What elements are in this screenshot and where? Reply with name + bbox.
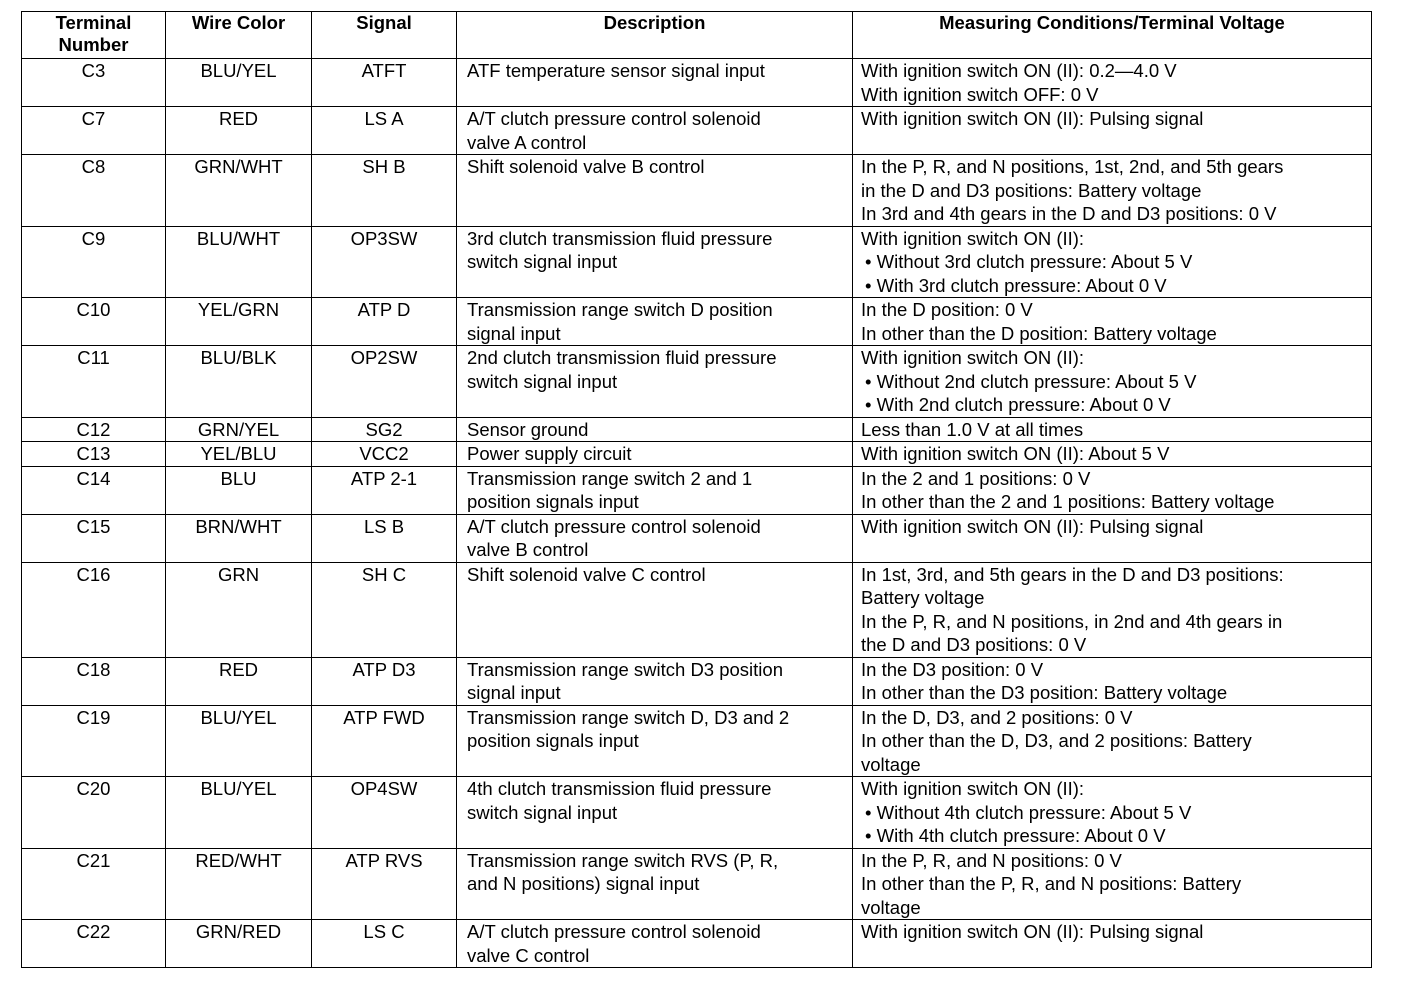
description-cell [457,657,853,705]
wire-color-cell: RED [166,107,312,155]
description-line: position signals input [467,730,639,751]
table-row [22,848,1372,920]
description-cell [457,346,853,418]
measuring-conditions-cell [853,657,1372,705]
table-row [22,466,1372,514]
wire-color-cell: RED [166,657,312,705]
wire-color-cell: GRN/WHT [166,155,312,227]
terminal-number-cell: C11 [22,346,166,418]
table-row [22,562,1372,657]
table-row [22,657,1372,705]
header-signal: Signal [312,12,457,59]
terminal-number-cell: C3 [22,59,166,107]
signal-cell: LS C [312,920,457,968]
description-cell [457,298,853,346]
terminal-number-cell: C18 [22,657,166,705]
header-measuring-conditions: Measuring Conditions/Terminal Voltage [853,12,1372,59]
wire-color-cell: RED/WHT [166,848,312,920]
measuring-line: With ignition switch ON (II): [861,227,1085,249]
table-row [22,777,1372,849]
measuring-line: With ignition switch OFF: 0 V [861,83,1099,105]
description-line: Transmission range switch RVS (P, R, [467,849,779,871]
measuring-conditions-cell [853,848,1372,920]
measuring-conditions-cell [853,920,1372,968]
description-cell [457,466,853,514]
measuring-conditions-cell [853,155,1372,227]
description-line: signal input [467,322,561,344]
table-row [22,346,1372,418]
table-row [22,59,1372,107]
description-line: Shift solenoid valve B control [467,156,705,177]
header-wire-color: Wire Color [166,12,312,59]
measuring-line: With ignition switch ON (II): Pulsing signal [861,921,1204,942]
measuring-line: Less than 1.0 V at all times [861,418,1084,440]
signal-cell: ATP D [312,298,457,346]
measuring-line: In the D, D3, and 2 positions: 0 V [861,706,1133,728]
wire-color-cell: BLU/YEL [166,777,312,849]
terminal-number-cell: C8 [22,155,166,227]
table-body [22,59,1372,968]
terminal-number-cell: C22 [22,920,166,968]
description-line: A/T clutch pressure control solenoid [467,921,761,942]
header-terminal-line: Terminal [55,12,132,33]
description-line: valve C control [467,944,590,966]
measuring-line: In other than the D, D3, and 2 positions: Battery [861,730,1252,751]
signal-cell: LS A [312,107,457,155]
measuring-conditions-cell [853,417,1372,442]
table-row [22,705,1372,777]
wire-color-cell: GRN/YEL [166,417,312,442]
signal-cell: OP4SW [312,777,457,849]
terminal-number-cell: C7 [22,107,166,155]
measuring-line: With ignition switch ON (II): [861,347,1085,368]
measuring-line: • Without 4th clutch pressure: About 5 V [865,801,1192,823]
wire-color-cell: BLU [166,466,312,514]
measuring-line: With ignition switch ON (II): Pulsing signal [861,108,1204,129]
measuring-line: • With 4th clutch pressure: About 0 V [865,825,1166,846]
header-row [22,12,1372,59]
measuring-line: With ignition switch ON (II): [861,778,1085,799]
measuring-conditions-cell [853,562,1372,657]
table-row [22,417,1372,442]
measuring-line: In the 2 and 1 positions: 0 V [861,467,1091,489]
description-cell [457,705,853,777]
measuring-line: Battery voltage [861,587,985,608]
terminal-number-cell: C12 [22,417,166,442]
description-line: switch signal input [467,251,618,272]
description-line: Shift solenoid valve C control [467,563,706,585]
measuring-line: in the D and D3 positions: Battery voltage [861,179,1202,201]
signal-cell: ATP D3 [312,657,457,705]
description-cell [457,442,853,467]
measuring-conditions-cell [853,107,1372,155]
description-cell [457,417,853,442]
measuring-conditions-cell [853,59,1372,107]
measuring-conditions-cell [853,777,1372,849]
description-line: Sensor ground [467,418,589,440]
table-row [22,514,1372,562]
signal-cell: OP3SW [312,226,457,298]
description-line: Transmission range switch D, D3 and 2 [467,706,790,728]
terminal-voltage-table [21,11,1372,968]
signal-cell: ATP FWD [312,705,457,777]
wire-color-cell: GRN/RED [166,920,312,968]
wire-color-cell: BRN/WHT [166,514,312,562]
measuring-conditions-cell [853,346,1372,418]
wire-color-cell: BLU/WHT [166,226,312,298]
measuring-line: • Without 3rd clutch pressure: About 5 V [865,251,1193,272]
description-line: 2nd clutch transmission fluid pressure [467,347,777,368]
description-line: 3rd clutch transmission fluid pressure [467,227,773,249]
terminal-number-cell: C13 [22,442,166,467]
description-line: signal input [467,682,561,703]
measuring-line: In 1st, 3rd, and 5th gears in the D and D3 positions: [861,563,1284,585]
table-row [22,298,1372,346]
signal-cell: LS B [312,514,457,562]
signal-cell: SG2 [312,417,457,442]
signal-cell: SH C [312,562,457,657]
wire-color-cell: GRN [166,562,312,657]
measuring-line: • With 3rd clutch pressure: About 0 V [865,274,1167,296]
description-line: A/T clutch pressure control solenoid [467,108,761,129]
header-terminal-number [22,12,166,59]
measuring-line: With ignition switch ON (II): 0.2—4.0 V [861,60,1177,81]
measuring-line: • With 2nd clutch pressure: About 0 V [865,394,1171,415]
table-row [22,442,1372,467]
wire-color-cell: BLU/BLK [166,346,312,418]
description-cell [457,562,853,657]
description-cell [457,848,853,920]
terminal-number-cell: C9 [22,226,166,298]
measuring-line: voltage [861,753,921,775]
terminal-number-cell: C21 [22,848,166,920]
measuring-conditions-cell [853,226,1372,298]
description-line: valve A control [467,131,587,153]
description-line: and N positions) signal input [467,873,700,894]
table-row [22,920,1372,968]
header-terminal-line: Number [58,34,129,55]
wire-color-cell: BLU/YEL [166,705,312,777]
measuring-conditions-cell [853,466,1372,514]
terminal-table-sheet [21,11,1372,968]
description-cell [457,59,853,107]
description-cell [457,107,853,155]
description-line: Power supply circuit [467,443,632,464]
terminal-number-cell: C16 [22,562,166,657]
description-cell [457,920,853,968]
description-cell [457,155,853,227]
measuring-line: In other than the 2 and 1 positions: Battery voltage [861,491,1275,512]
signal-cell: ATP 2-1 [312,466,457,514]
terminal-number-cell: C10 [22,298,166,346]
signal-cell: OP2SW [312,346,457,418]
table-row [22,155,1372,227]
description-line: Transmission range switch D position [467,299,773,320]
measuring-line: In the P, R, and N positions, 1st, 2nd, and 5th gears [861,156,1284,177]
description-line: ATF temperature sensor signal input [467,60,765,81]
wire-color-cell: YEL/BLU [166,442,312,467]
header-description: Description [457,12,853,59]
description-line: switch signal input [467,801,618,823]
signal-cell: VCC2 [312,442,457,467]
measuring-line: In the P, R, and N positions: 0 V [861,849,1122,871]
description-line: valve B control [467,539,589,560]
measuring-conditions-cell [853,442,1372,467]
measuring-conditions-cell [853,705,1372,777]
description-cell [457,226,853,298]
wire-color-cell: BLU/YEL [166,59,312,107]
description-cell [457,514,853,562]
measuring-line: In the D3 position: 0 V [861,658,1044,680]
table-row [22,226,1372,298]
description-line: position signals input [467,491,639,512]
measuring-line: With ignition switch ON (II): Pulsing signal [861,515,1204,537]
terminal-number-cell: C19 [22,705,166,777]
description-line: Transmission range switch D3 position [467,658,783,680]
measuring-conditions-cell [853,298,1372,346]
signal-cell: ATP RVS [312,848,457,920]
measuring-line: With ignition switch ON (II): About 5 V [861,443,1170,464]
measuring-line: In other than the D3 position: Battery voltage [861,682,1228,703]
measuring-conditions-cell [853,514,1372,562]
terminal-number-cell: C20 [22,777,166,849]
terminal-number-cell: C14 [22,466,166,514]
signal-cell: ATFT [312,59,457,107]
signal-cell: SH B [312,155,457,227]
description-line: Transmission range switch 2 and 1 [467,467,753,489]
measuring-line: In the P, R, and N positions, in 2nd and 4th gears in [861,610,1283,632]
description-cell [457,777,853,849]
terminal-number-cell: C15 [22,514,166,562]
description-line: switch signal input [467,370,618,392]
measuring-line: In 3rd and 4th gears in the D and D3 positions: 0 V [861,203,1277,224]
table-row [22,107,1372,155]
description-line: 4th clutch transmission fluid pressure [467,778,772,799]
measuring-line: • Without 2nd clutch pressure: About 5 V [865,370,1197,392]
measuring-line: voltage [861,896,921,918]
measuring-line: In other than the D position: Battery voltage [861,322,1217,344]
description-line: A/T clutch pressure control solenoid [467,515,761,537]
measuring-line: In the D position: 0 V [861,299,1033,320]
measuring-line: the D and D3 positions: 0 V [861,634,1087,655]
wire-color-cell: YEL/GRN [166,298,312,346]
measuring-line: In other than the P, R, and N positions: Battery [861,873,1242,894]
